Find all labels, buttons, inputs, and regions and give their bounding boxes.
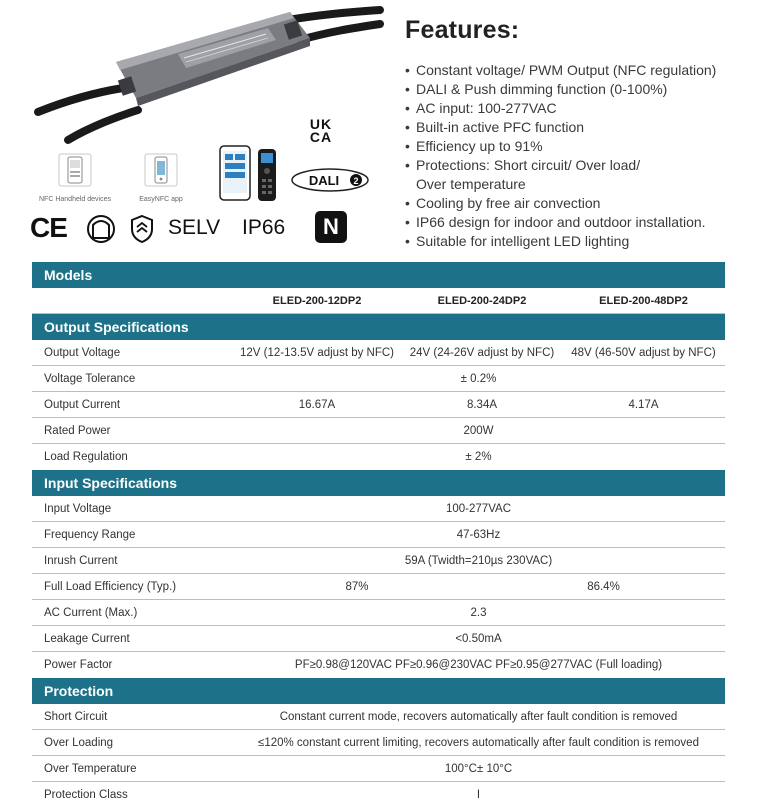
handheld-device-icon (58, 153, 92, 187)
feature-item: • Efficiency up to 91% (405, 137, 755, 156)
top-section (0, 0, 760, 262)
easynfc-badge (130, 153, 192, 203)
dali-logo-icon (290, 167, 370, 193)
table-row (32, 444, 725, 470)
models-row (32, 288, 725, 314)
row-label: Leakage Current (44, 633, 130, 645)
table-row (32, 522, 725, 548)
feature-item: • AC input: 100-277VAC (405, 99, 755, 118)
table-row (32, 392, 725, 418)
table-row (32, 548, 725, 574)
smartphone-app-icon (144, 153, 178, 187)
row-label: Voltage Tolerance (44, 373, 136, 385)
feature-item: • Protections: Short circuit/ Over load/ (405, 156, 755, 175)
row-label: Input Voltage (44, 503, 112, 515)
section-header-input: Input Specifications (32, 470, 725, 496)
row-label: Short Circuit (44, 711, 108, 723)
section-header-output: Output Specifications (32, 314, 725, 340)
row-value: Constant current mode, recovers automatically after fault condition is removed (279, 711, 678, 723)
feature-item: • Suitable for intelligent LED lighting (405, 232, 755, 251)
row-label: Protection Class (44, 789, 128, 801)
feature-item: • Constant voltage/ PWM Output (NFC regulation) (405, 61, 755, 80)
ukca-bottom-text: CA (309, 129, 333, 145)
section-header-protection: Protection (32, 678, 725, 704)
nfc-handheld-label: NFC Handheld devices (39, 196, 111, 203)
row-label: Rated Power (44, 425, 111, 437)
row-value: I (476, 789, 481, 801)
table-row (32, 574, 725, 600)
row-value: PF≥0.98@120VAC PF≥0.96@230VAC PF≥0.95@277VAC (Full loading) (294, 659, 663, 671)
row-value: 24V (24-26V adjust by NFC) (409, 347, 555, 359)
feature-item: • IP66 design for indoor and outdoor installation. (405, 213, 755, 232)
table-row (32, 600, 725, 626)
table-row (32, 730, 725, 756)
features-list (405, 61, 755, 251)
row-label: Load Regulation (44, 451, 128, 463)
table-row (32, 704, 725, 730)
row-label: AC Current (Max.) (44, 607, 138, 619)
row-value: 8.34A (466, 399, 498, 411)
ip66-mark: IP66 (242, 216, 286, 239)
nfc-n-letter: N (323, 214, 339, 239)
row-label: Full Load Efficiency (Typ.) (44, 581, 177, 593)
row-label: Inrush Current (44, 555, 118, 567)
row-value: ≤120% constant current limiting, recovers automatically after fault condition is removed (258, 737, 699, 749)
ukca-top-text: UK (309, 116, 333, 132)
model-name: ELED-200-24DP2 (437, 295, 527, 307)
table-row (32, 340, 725, 366)
model-name: ELED-200-12DP2 (272, 295, 362, 307)
row-value: 100-277VAC (446, 503, 511, 515)
row-label: Output Current (44, 399, 121, 411)
row-value: 200W (463, 425, 494, 437)
row-value: 16.67A (298, 399, 336, 411)
table-row (32, 652, 725, 678)
model-name: ELED-200-48DP2 (599, 295, 688, 307)
svg-text:2: 2 (353, 176, 359, 186)
ukca-mark (306, 118, 336, 144)
table-row (32, 782, 725, 804)
row-value: 47-63Hz (456, 529, 501, 541)
table-row (32, 496, 725, 522)
easynfc-label: EasyNFC app (139, 196, 183, 203)
certification-marks (30, 210, 390, 250)
row-label: Output Voltage (44, 347, 121, 359)
row-value: 100°C± 10°C (444, 763, 513, 775)
row-label: Frequency Range (44, 529, 136, 541)
row-label: Power Factor (44, 659, 113, 671)
feature-item: • DALI & Push dimming function (0-100%) (405, 80, 755, 99)
row-label: Over Loading (44, 737, 114, 749)
table-row (32, 626, 725, 652)
feature-item: • Built-in active PFC function (405, 118, 755, 137)
specification-table (32, 262, 725, 804)
dali-2-logo (290, 167, 370, 193)
features-panel (405, 16, 755, 251)
feature-item-continuation: Over temperature (416, 176, 526, 192)
row-label: Over Temperature (44, 763, 137, 775)
row-value: 12V (12-13.5V adjust by NFC) (239, 347, 395, 359)
table-row (32, 418, 725, 444)
row-value: ± 2% (465, 451, 492, 463)
nfc-handheld-badge (30, 153, 120, 203)
svg-text:DALI: DALI (308, 173, 340, 188)
nfc-n-mark-icon (315, 211, 347, 243)
feature-item: • Cooling by free air convection (405, 194, 755, 213)
features-title: Features: (405, 16, 520, 44)
selv-mark: SELV (168, 216, 221, 239)
row-value: 4.17A (628, 399, 659, 411)
section-header-models: Models (32, 262, 725, 288)
safety-shield-icon (130, 214, 154, 244)
row-value: 87% (345, 581, 369, 593)
row-value: 48V (46-50V adjust by NFC) (571, 347, 716, 359)
ce-mark: CE (30, 212, 67, 243)
row-value: ± 0.2% (460, 373, 497, 385)
table-row (32, 366, 725, 392)
table-row (32, 756, 725, 782)
row-value: 86.4% (587, 581, 620, 593)
row-value: 2.3 (470, 607, 487, 619)
double-insulation-icon (86, 214, 116, 244)
row-value: <0.50mA (455, 633, 502, 645)
row-value: 59A (Twidth=210µs 230VAC) (404, 555, 553, 567)
